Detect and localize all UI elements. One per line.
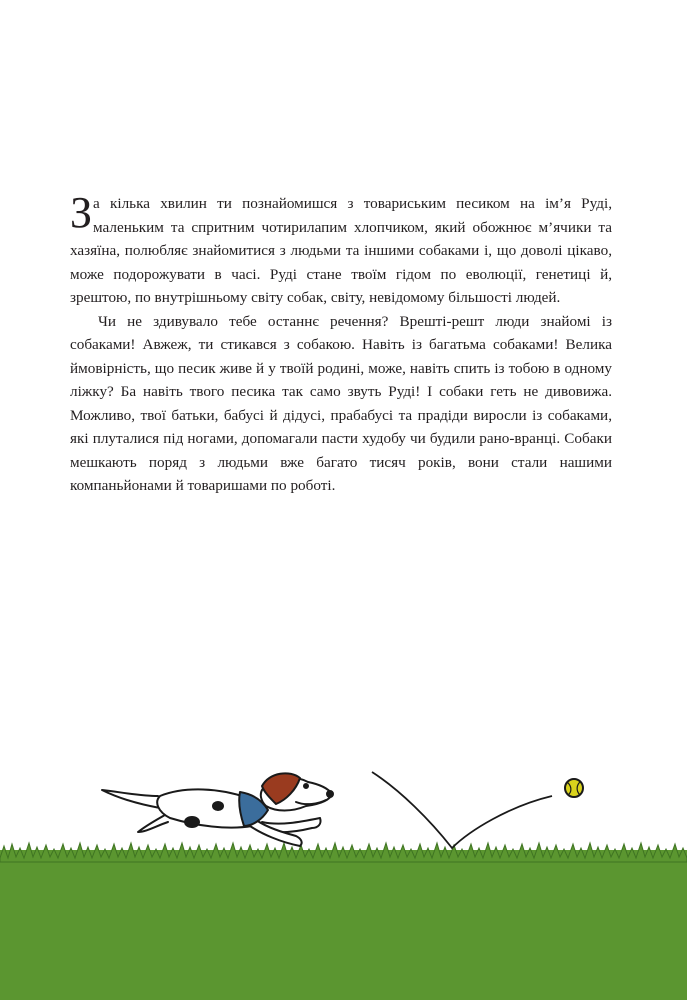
paragraph-2: Чи не здивувало тебе останнє речення? Врешті-решт люди знайомі із собаками! Авжеж, ти стикався з собакою. Навіть із багатьма собаками! Велика ймовірність, що песик живе й у твоїй родині, може, навіть спить із тобою в одному ліжку? Ба навіть твого песика так само звуть Руді! І собаки геть не дивовижа. Можливо, твої батьки, бабусі й дідусі, прабабусі та прадіди виросли із собаками, які плуталися під ногами, допомагали пасти худобу чи будили рано-вранці. Собаки мешкають поряд з людьми вже багато тисяч років, вони стали нашими компаньйонами й товаришами по роботі. xyxy=(70,312,612,494)
dog-spot xyxy=(185,817,199,827)
ball-trajectory xyxy=(372,772,552,848)
dog-chasing-ball-illustration xyxy=(0,760,687,1000)
dog-eye xyxy=(304,784,308,788)
grass-blades xyxy=(0,843,687,862)
paragraph-1 xyxy=(70,188,612,310)
dog-rudi xyxy=(102,773,333,846)
paragraph-1-text: а кілька хвилин ти познайомишся з товариським песиком на ім’я Руді, маленьким та спритним чотирилапим хлопчиком, який обожнює м’ячики та хазяїна, полюбляє знайомитися з людьми та іншими собаками і, що доволі цікаво, може подорожувати в часі. Руді стане твоїм гідом по еволюції, генетиці й, зрештою, по внутрішньому світу собак, світу, невідомому більшості людей. xyxy=(70,195,612,306)
dog-tail xyxy=(102,790,160,808)
dog-spot xyxy=(213,802,223,810)
dog-nose xyxy=(327,791,333,797)
drop-cap: З xyxy=(70,188,93,237)
page-text xyxy=(70,188,612,498)
tennis-ball xyxy=(565,779,583,797)
